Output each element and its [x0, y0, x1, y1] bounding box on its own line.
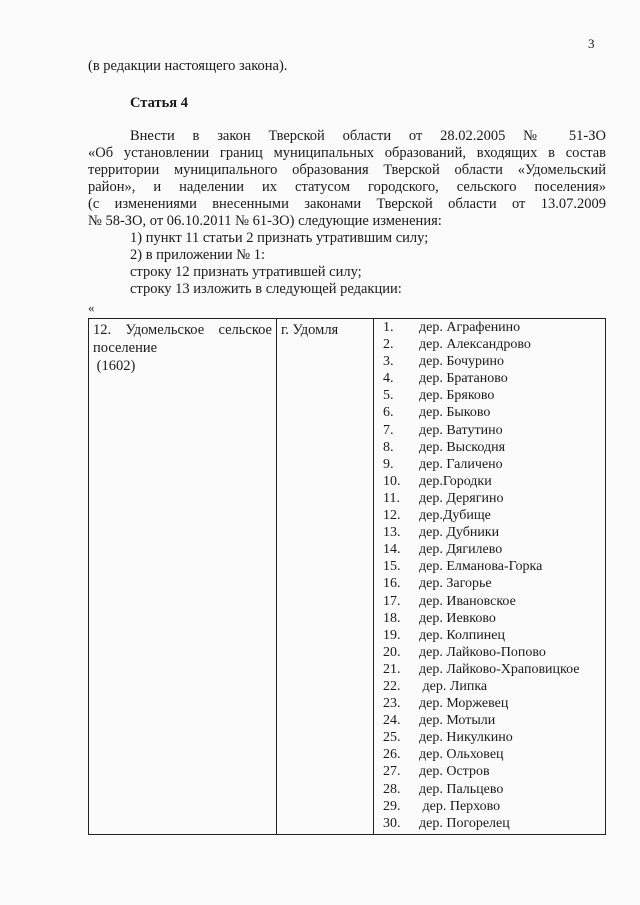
village-name: дер. Бочурино [419, 354, 505, 370]
village-number: 16. [383, 576, 401, 592]
village-name: дер. Елманова-Горка [419, 559, 543, 575]
village-name: дер. Остров [419, 764, 490, 780]
list-item [374, 353, 605, 370]
village-number: 20. [383, 644, 401, 660]
village-number: 7. [383, 422, 394, 438]
settlement-name-cont: поселение [93, 340, 158, 356]
village-name: дер. Никулкино [419, 730, 513, 746]
village-name: дер. Аграфенино [419, 320, 521, 335]
list-item [374, 404, 605, 421]
village-number: 29. [383, 798, 401, 814]
list-item [374, 575, 605, 592]
village-name: дер. Лайково-Попово [419, 644, 546, 660]
village-number: 9. [383, 456, 394, 472]
list-item [374, 422, 605, 439]
list-item [374, 319, 605, 336]
list-item [374, 815, 605, 832]
settlement-cell [89, 319, 277, 835]
village-number: 18. [383, 610, 401, 626]
village-number: 30. [383, 815, 401, 831]
village-number: 5. [383, 388, 394, 404]
list-item [374, 661, 605, 678]
page-number: 3 [588, 36, 595, 51]
village-number: 19. [383, 627, 401, 643]
item-line: строку 12 признать утратившей силу; [130, 264, 362, 280]
village-number: 6. [383, 405, 394, 421]
village-number: 4. [383, 371, 394, 387]
village-name: дер. Лайково-Храповицкое [419, 661, 580, 677]
item-line: 2) в приложении № 1: [130, 247, 265, 263]
list-item [374, 387, 605, 404]
village-number: 13. [383, 525, 401, 541]
administrative-center: г. Удомля [281, 322, 339, 338]
table-row [89, 319, 606, 835]
settlement-code: (1602) [93, 358, 136, 374]
body-line: Внести в закон Тверской области от 28.02.2005 № 51-ЗО [130, 128, 606, 144]
village-name: дер. Бряково [419, 388, 495, 404]
list-item [374, 541, 605, 558]
list-item [374, 507, 605, 524]
village-name: дер. Ватутино [419, 422, 503, 438]
list-item [374, 627, 605, 644]
list-item [374, 644, 605, 661]
village-number: 17. [383, 593, 401, 609]
list-item [374, 336, 605, 353]
list-item [374, 763, 605, 780]
village-number: 2. [383, 337, 394, 353]
village-number: 27. [383, 764, 401, 780]
village-name: дер. Иевково [419, 610, 496, 626]
village-number: 10. [383, 473, 401, 489]
village-number: 8. [383, 439, 394, 455]
body-line: № 58-ЗО, от 06.10.2011 № 61-ЗО) следующие изменения: [88, 213, 442, 229]
article-heading: Статья 4 [130, 95, 188, 111]
village-number: 21. [383, 661, 401, 677]
list-item [374, 593, 605, 610]
list-item [374, 524, 605, 541]
villages-cell [374, 319, 606, 835]
village-name: дер. Выскодня [419, 439, 506, 455]
list-item [374, 456, 605, 473]
list-item [374, 729, 605, 746]
item-line: строку 13 изложить в следующей редакции: [130, 281, 402, 297]
settlement-name: 12. Удомельское сельское [93, 322, 272, 338]
village-name: дер. Ольховец [419, 747, 504, 763]
village-name: дер. Дягилево [419, 542, 503, 558]
list-item [374, 712, 605, 729]
village-list [374, 319, 605, 834]
village-number: 22. [383, 678, 401, 694]
list-item [374, 678, 605, 695]
intro-line: (в редакции настоящего закона). [88, 58, 288, 74]
body-line: территории муниципального образования Тверской области «Удомельский [88, 162, 606, 178]
list-item [374, 746, 605, 763]
village-name: дер. Моржевец [419, 696, 509, 712]
village-name: дер. Колпинец [419, 627, 505, 643]
open-quote: « [88, 300, 95, 315]
list-item [374, 439, 605, 456]
village-name: дер.Дубище [419, 508, 491, 524]
village-number: 28. [383, 781, 401, 797]
village-name: дер. Липка [419, 678, 488, 694]
village-name: дер. Быково [419, 405, 491, 421]
list-item [374, 695, 605, 712]
village-name: дер. Дерягино [419, 490, 504, 506]
settlement-table [88, 318, 606, 835]
village-number: 23. [383, 696, 401, 712]
list-item [374, 610, 605, 627]
village-name: дер. Ивановское [419, 593, 516, 609]
village-name: дер.Городки [419, 473, 492, 489]
center-cell [277, 319, 374, 835]
body-line: «Об установлении границ муниципальных образований, входящих в состав [88, 145, 606, 161]
village-name: дер. Пальцево [419, 781, 504, 797]
item-line: 1) пункт 11 статьи 2 признать утратившим силу; [130, 230, 429, 246]
list-item [374, 558, 605, 575]
body-line: (с изменениями внесенными законами Тверской области от 13.07.2009 [88, 196, 606, 212]
list-item [374, 370, 605, 387]
village-name: дер. Погорелец [419, 815, 510, 831]
list-item [374, 781, 605, 798]
village-name: дер. Галичено [419, 456, 503, 472]
list-item [374, 490, 605, 507]
village-number: 24. [383, 713, 401, 729]
village-number: 3. [383, 354, 394, 370]
village-name: дер. Перхово [419, 798, 501, 814]
village-number: 11. [383, 490, 400, 506]
village-number: 15. [383, 559, 401, 575]
village-number: 12. [383, 508, 401, 524]
village-name: дер. Мотыли [419, 713, 496, 729]
village-name: дер. Дубники [419, 525, 500, 541]
village-number: 25. [383, 730, 401, 746]
village-number: 1. [383, 320, 394, 335]
village-number: 14. [383, 542, 401, 558]
body-line: район», и наделении их статусом городского, сельского поселения» [88, 179, 606, 195]
village-name: дер. Загорье [419, 576, 492, 592]
village-name: дер. Александрово [419, 337, 531, 353]
list-item [374, 798, 605, 815]
list-item [374, 473, 605, 490]
village-name: дер. Братаново [419, 371, 508, 387]
village-number: 26. [383, 747, 401, 763]
